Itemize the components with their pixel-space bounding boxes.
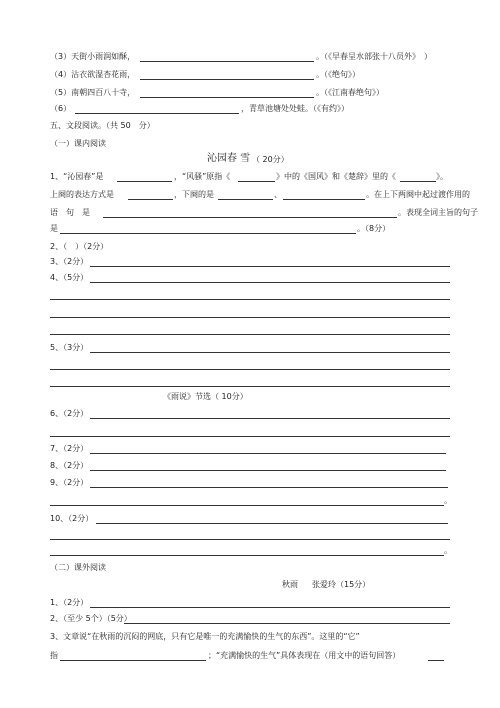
q1-text-f: ，下阕的是 [174,190,214,199]
q5-label: 5、（3分） [50,343,89,352]
q4-answer-line-4[interactable] [50,334,450,335]
q10-answer-line-1[interactable] [96,523,448,524]
essay-author: 张爱玲（15分） [312,580,371,589]
q5-answer-line-3[interactable] [50,386,450,387]
q1-text-a: 1、“沁园春”是 [50,172,104,181]
q3-answer-line[interactable] [90,266,450,267]
poem-q6-blank[interactable] [75,113,239,114]
subsection-extracurricular: （二）课外阅读 [50,563,106,572]
poem-q6-line: ，青草池塘处处蛙。（《有约》） [241,104,349,113]
section-heading: 五、文段阅读。（共 50 分） [50,121,155,130]
q1-blank-3[interactable] [400,181,436,182]
q4-answer-line-1[interactable] [90,282,450,283]
q7-answer-line[interactable] [90,453,446,454]
q10-label: 10、（2分） [50,514,94,523]
b-q3-text-a: 指 [50,651,58,660]
q1-text-i: 语 句 是 [50,208,90,217]
b-q2-label: 2、（至少 5个）（5分） [50,614,132,623]
q10-answer-line-2[interactable] [50,539,450,540]
q6-answer-line-1[interactable] [90,418,450,419]
b-q3-prompt: 3、文章说“在秋雨的沉闷的网底，只有它是唯一的充满愉快的生气的东西”。这里的“它” [50,632,360,641]
q7-label: 7、（2分） [50,444,89,453]
poem-q3-source: 。（《早春呈水部张十八员外》 ） [316,52,432,61]
q1-text-c: 》中的《国风》和《楚辞》里的《 [276,172,396,181]
q1-text-j: 。表现全词主旨的句子 [398,208,478,217]
q2-label: 2、（ ）（2分） [50,242,109,251]
q8-label: 8、（2分） [50,461,89,470]
poem-score: （ 20分） [252,155,289,164]
q9-label: 9、（2分） [50,478,89,487]
q4-label: 4、（5分） [50,273,89,282]
q1-blank-7[interactable] [103,217,397,218]
q1-blank-6[interactable] [283,199,365,200]
b-q1-label: 1、（2分） [50,598,89,607]
q4-answer-line-3[interactable] [50,317,450,318]
q5-answer-line-1[interactable] [90,352,450,353]
b-q3-blank-2[interactable] [428,660,444,661]
q4-answer-line-2[interactable] [50,299,450,300]
q1-text-b: ，“风骚”原指《 [174,172,231,181]
q9-answer-line-1[interactable] [90,487,448,488]
b-q2-answer-line[interactable] [124,623,450,624]
q6-label: 6、（2分） [50,409,89,418]
poem-q5-blank[interactable] [140,97,314,98]
q1-text-l: 。（8分） [357,224,391,233]
poem-q3-blank[interactable] [140,61,314,62]
poem-title: 沁园春 雪 [207,153,251,164]
q1-blank-4[interactable] [128,199,173,200]
q1-text-d: 》。 [436,172,448,181]
q9-end-mark: 。 [444,496,452,505]
poem-q5-label: （5）南朝四百八十寺， [50,88,136,97]
q1-text-h: 。在上下两阕中起过渡作用的 [366,190,470,199]
q1-blank-8[interactable] [60,233,356,234]
q6-answer-line-2[interactable] [50,436,450,437]
b-q3-text-b: ；“充满愉快的生气”具体表现在（用文中的语句回答） [208,651,401,660]
q1-text-g: 、 [274,190,282,199]
q10-answer-line-3[interactable] [50,555,444,556]
poem-q5-source: 。（《江南春绝句》） [316,88,384,97]
q1-blank-5[interactable] [218,199,273,200]
q5-answer-line-2[interactable] [50,369,450,370]
q1-blank-1[interactable] [117,181,172,182]
subsection-in-class: （一）课内阅读 [50,139,106,148]
essay-title: 秋雨 [282,580,298,589]
poem-q6-label: （6） [50,104,72,113]
q9-answer-line-2[interactable] [50,505,444,506]
q10-end-mark: 。 [444,546,452,555]
yushuo-title: 《雨说》节选（ 10分） [163,392,248,401]
poem-q3-label: （3）天街小雨润如酥， [50,52,136,61]
poem-q4-source: 。（《绝句》） [316,70,360,79]
q1-text-e: 上阕的表达方式是 [50,190,114,199]
b-q3-blank-1[interactable] [60,660,206,661]
q1-text-k: 是 [50,224,58,233]
b-q1-answer-line[interactable] [90,607,450,608]
poem-q4-label: （4）沾衣欲湿杏花雨， [50,70,136,79]
q3-label: 3、（2分） [50,257,89,266]
poem-q4-blank[interactable] [140,79,314,80]
q1-blank-2[interactable] [238,181,275,182]
q8-answer-line[interactable] [90,470,446,471]
